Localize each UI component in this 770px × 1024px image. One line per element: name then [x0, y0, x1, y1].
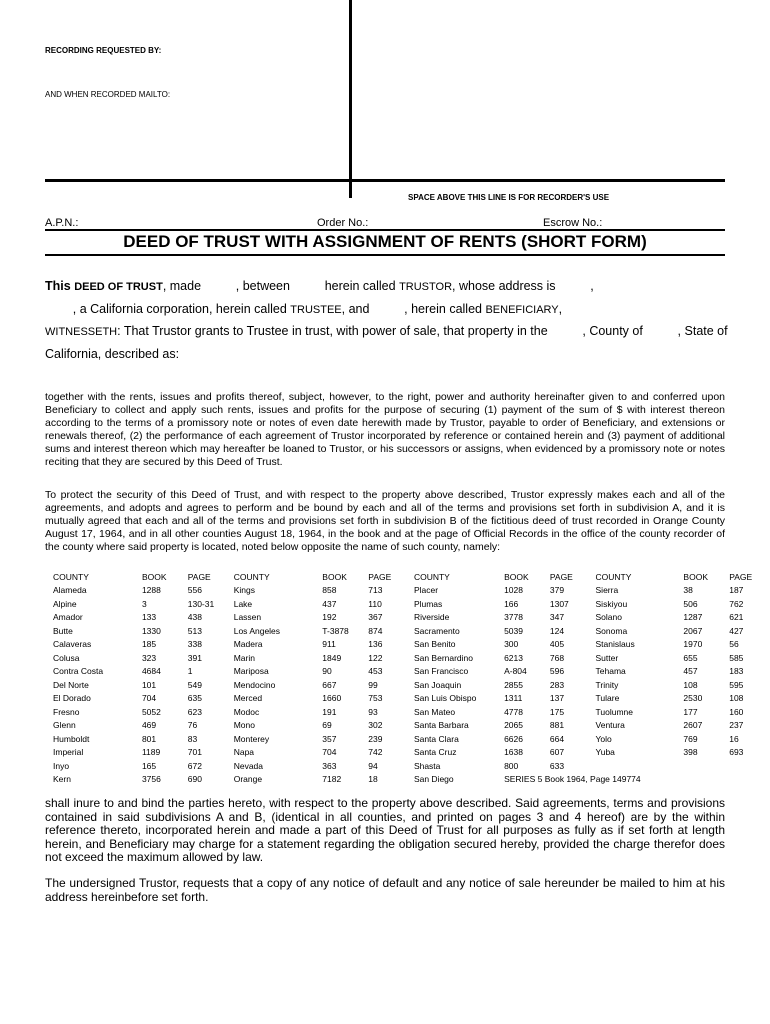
document-title: DEED OF TRUST WITH ASSIGNMENT OF RENTS (SHORT FORM) — [123, 232, 647, 251]
table-cell: 664 — [549, 733, 565, 744]
table-cell: Madera — [233, 639, 263, 650]
table-cell: 911 — [322, 639, 336, 650]
table-cell: 5052 — [141, 706, 161, 717]
table-cell: 1288 — [141, 585, 161, 596]
table-cell: 585 — [729, 652, 744, 663]
column-header: PAGE — [729, 571, 753, 582]
table-cell: Colusa — [53, 652, 80, 663]
rents-paragraph: together with the rents, issues and profits thereof, subject, however, to the right, power and authority hereinafter given to and conferred upon Beneficiary to collect and apply such rents, issues and profits for the purpose of securing (1) payment of the sum of $ with interest thereon according to the terms of a promissory note or notes of even date herewith made by Trustor, payable to order of Beneficiary, and extensions or renewals thereof, (2) the performance of each agreement of Trustor incorporated by reference or contained herein and (3) payment of additional sums and interest thereon which may hereafter be loaned to Trustor, or his successors or assigns, when evidenced by a promissory note or notes reciting that they are secured by this Deed of Trust. — [45, 391, 725, 469]
intro-line-3: WITNESSETH: That Trustor grants to Trustee in trust, with power of sale, that property in the , County of , State of — [45, 324, 728, 338]
table-cell: 367 — [368, 612, 383, 623]
table-cell: 621 — [729, 612, 744, 623]
table-cell: 5039 — [504, 625, 523, 636]
title-bottom-rule — [45, 254, 725, 256]
column-header: COUNTY — [53, 571, 89, 582]
table-cell: Amador — [53, 612, 83, 623]
table-row — [48, 584, 770, 598]
table-cell: Solano — [595, 612, 622, 623]
table-cell: 3 — [141, 598, 147, 609]
table-cell: 690 — [187, 774, 202, 785]
table-cell: Plumas — [413, 598, 443, 609]
column-header: PAGE — [368, 571, 392, 582]
table-cell: 1311 — [504, 693, 523, 704]
table-cell: 874 — [368, 625, 383, 636]
table-cell: 76 — [187, 720, 198, 731]
table-cell: Contra Costa — [53, 666, 104, 677]
table-cell: 239 — [368, 733, 383, 744]
table-row — [48, 638, 770, 652]
table-cell: 191 — [322, 706, 337, 717]
table-cell: 595 — [729, 679, 744, 690]
table-cell: SERIES 5 Book 1964, Page 149774 — [504, 774, 641, 785]
table-cell: Alpine — [53, 598, 77, 609]
table-cell: 323 — [141, 652, 157, 663]
table-cell: San Joaquin — [413, 679, 462, 690]
table-cell: T-3878 — [322, 625, 349, 636]
county-table-body — [48, 584, 770, 787]
table-cell: 704 — [141, 693, 157, 704]
table-cell: San Mateo — [413, 706, 456, 717]
table-cell: 1307 — [549, 598, 569, 609]
table-cell: 1287 — [683, 612, 703, 623]
table-cell: 623 — [187, 706, 202, 717]
protect-paragraph: To protect the security of this Deed of Trust, and with respect to the property above described, Trustor expressly makes each and all of the agreements, and adopts and agrees to perform and be bound by each and all of the terms and provisions set forth in subdivision A, and it is mutually agreed that each and all of the terms and provisions set forth in subdivision B of the fictitious deed of trust recorded in Orange County August 17, 1964, and in all other counties August 18, 1964, in the book and at the page of Official Records in the office of the county recorder of the county where said property is located, noted below opposite the name of such county, namely: — [45, 489, 725, 554]
table-cell: 90 — [322, 666, 332, 677]
table-cell: 633 — [549, 760, 565, 771]
table-cell: 108 — [683, 679, 698, 690]
table-cell: Calaveras — [53, 639, 92, 650]
recorder-divider-horizontal — [45, 179, 725, 182]
table-cell: 177 — [683, 706, 698, 717]
table-cell: 701 — [187, 747, 202, 758]
table-cell: 69 — [322, 720, 332, 731]
recording-requested-by-label: RECORDING REQUESTED BY: — [45, 46, 162, 55]
table-cell: 130-31 — [187, 598, 215, 609]
table-cell: 136 — [368, 639, 383, 650]
inure-paragraph: shall inure to and bind the parties hereto, with respect to the property above described. Said agreements, terms and provisions contained in said subdivisions A and B, (identical in all counties, and printed on pages 3 and 4 hereof) are by the within reference thereto, incorporated herein and made a part of this Deed of Trust for all purposes as fully as if set forth at length herein, and Beneficiary may charge for a statement regarding the obligation secured hereby, provided the charge therefor does not exceed the maximum allowed by law. — [45, 796, 725, 865]
table-cell: 302 — [368, 720, 383, 731]
table-cell: 7182 — [322, 774, 342, 785]
table-cell: Tuolumne — [595, 706, 633, 717]
table-cell: 881 — [549, 720, 565, 731]
table-cell: 101 — [141, 679, 157, 690]
table-cell: 769 — [683, 733, 698, 744]
table-cell: Sonoma — [595, 625, 628, 636]
table-cell — [678, 759, 724, 773]
recorded-mail-to-label: AND WHEN RECORDED MAILTO: — [45, 90, 171, 99]
table-cell: 93 — [368, 706, 378, 717]
table-cell: 357 — [322, 733, 337, 744]
table-row — [48, 651, 770, 665]
table-cell: Santa Cruz — [413, 747, 457, 758]
table-cell: Merced — [233, 693, 263, 704]
table-cell: 2067 — [683, 625, 703, 636]
table-cell: Los Angeles — [233, 625, 281, 636]
table-cell: 768 — [549, 652, 565, 663]
table-row — [48, 705, 770, 719]
table-cell: 83 — [187, 733, 198, 744]
column-header: PAGE — [549, 571, 573, 582]
table-row — [48, 597, 770, 611]
intro-line-2: , a California corporation, herein called TRUSTEE, and , herein called BENEFICIARY, — [45, 302, 563, 316]
table-row — [48, 611, 770, 625]
table-cell: Ventura — [595, 720, 625, 731]
table-row — [48, 624, 770, 638]
table-cell: Napa — [233, 747, 255, 758]
escrow-number-field: Escrow No.: — [543, 217, 603, 229]
notice-paragraph: The undersigned Trustor, requests that a copy of any notice of default and any notice of sale hereunder be mailed to him at his address hereinbefore set forth. — [45, 876, 725, 904]
title-top-rule — [45, 229, 725, 231]
table-cell: Riverside — [413, 612, 450, 623]
table-cell: Alameda — [53, 585, 87, 596]
table-cell: 469 — [141, 720, 157, 731]
table-cell: Mendocino — [233, 679, 276, 690]
table-cell: 185 — [141, 639, 157, 650]
column-header: PAGE — [187, 571, 211, 582]
table-cell — [591, 759, 679, 773]
table-cell: 122 — [368, 652, 383, 663]
table-cell: 391 — [187, 652, 202, 663]
table-cell: 453 — [368, 666, 383, 677]
table-cell: 347 — [549, 612, 565, 623]
table-cell: 2607 — [683, 720, 703, 731]
table-cell: 187 — [729, 585, 744, 596]
table-cell: Tulare — [595, 693, 620, 704]
table-cell: 655 — [683, 652, 698, 663]
county-records-table — [48, 570, 770, 786]
table-cell: 300 — [504, 639, 519, 650]
table-cell: 607 — [549, 747, 565, 758]
table-row — [48, 692, 770, 706]
table-cell: 427 — [729, 625, 744, 636]
table-cell: 165 — [141, 760, 157, 771]
table-cell: 667 — [322, 679, 337, 690]
table-row — [48, 719, 770, 733]
table-cell: 693 — [729, 747, 744, 758]
table-cell: 1660 — [322, 693, 342, 704]
table-cell: 1028 — [504, 585, 523, 596]
table-cell: Yolo — [595, 733, 612, 744]
table-cell: 405 — [549, 639, 565, 650]
apn-field: A.P.N.: — [45, 217, 79, 229]
table-cell: 2855 — [504, 679, 523, 690]
table-cell: Fresno — [53, 706, 80, 717]
column-header: BOOK — [683, 571, 708, 582]
table-cell: 3756 — [141, 774, 161, 785]
column-header: COUNTY — [595, 571, 632, 582]
table-row — [48, 678, 770, 692]
table-cell: Kings — [233, 585, 255, 596]
table-cell: Lassen — [233, 612, 262, 623]
recorder-divider-vertical — [349, 0, 352, 198]
table-cell: Nevada — [233, 760, 264, 771]
table-cell: Monterey — [233, 733, 270, 744]
table-cell: 283 — [549, 679, 565, 690]
table-cell: 1638 — [504, 747, 523, 758]
table-cell: Glenn — [53, 720, 76, 731]
table-row — [48, 665, 770, 679]
table-cell: Tehama — [595, 666, 626, 677]
table-cell: 133 — [141, 612, 157, 623]
table-cell: Marin — [233, 652, 255, 663]
table-cell: San Francisco — [413, 666, 469, 677]
table-cell: 166 — [504, 598, 519, 609]
table-cell: 1849 — [322, 652, 342, 663]
table-cell: 556 — [187, 585, 202, 596]
intro-line-1: This DEED OF TRUST, made , between herein called TRUSTOR, whose address is , — [45, 279, 594, 293]
table-cell: Santa Barbara — [413, 720, 469, 731]
table-cell — [724, 759, 770, 773]
table-cell: 1 — [187, 666, 193, 677]
table-cell: Orange — [233, 774, 263, 785]
table-cell: 1330 — [141, 625, 161, 636]
table-cell: 56 — [729, 639, 739, 650]
table-cell: 16 — [729, 733, 739, 744]
table-cell: Modoc — [233, 706, 260, 717]
table-cell: Lake — [233, 598, 253, 609]
table-row — [48, 773, 770, 787]
column-header: BOOK — [322, 571, 347, 582]
table-cell: 183 — [729, 666, 744, 677]
table-cell: 437 — [322, 598, 337, 609]
table-cell: 635 — [187, 693, 202, 704]
table-cell: Humboldt — [53, 733, 90, 744]
table-cell: 858 — [322, 585, 337, 596]
table-cell: San Luis Obispo — [413, 693, 477, 704]
table-cell: 4778 — [504, 706, 523, 717]
table-cell: 2065 — [504, 720, 523, 731]
table-row — [48, 759, 770, 773]
table-cell: 18 — [368, 774, 378, 785]
table-cell: 4684 — [141, 666, 161, 677]
table-cell: El Dorado — [53, 693, 91, 704]
table-cell: 94 — [368, 760, 378, 771]
table-cell: Shasta — [413, 760, 441, 771]
table-cell: Del Norte — [53, 679, 89, 690]
table-cell: 672 — [187, 760, 202, 771]
table-cell: 3778 — [504, 612, 523, 623]
column-header: BOOK — [141, 571, 167, 582]
table-cell: Placer — [413, 585, 439, 596]
table-cell: San Benito — [413, 639, 456, 650]
table-cell: San Diego — [413, 774, 454, 785]
table-cell: 6626 — [504, 733, 523, 744]
order-number-field: Order No.: — [317, 217, 369, 229]
table-cell: 1189 — [141, 747, 161, 758]
table-cell: 379 — [549, 585, 565, 596]
table-cell: 801 — [141, 733, 157, 744]
intro-line-4: California, described as: — [45, 347, 180, 361]
county-table-header-row — [48, 570, 770, 584]
table-cell: 438 — [187, 612, 202, 623]
column-header: COUNTY — [233, 571, 270, 582]
table-cell: 762 — [729, 598, 744, 609]
table-cell: Butte — [53, 625, 73, 636]
table-cell: Stanislaus — [595, 639, 635, 650]
table-cell: 398 — [683, 747, 698, 758]
table-cell: 175 — [549, 706, 565, 717]
table-cell: Sutter — [595, 652, 619, 663]
table-cell: 6213 — [504, 652, 523, 663]
table-cell: Imperial — [53, 747, 84, 758]
space-above-label: SPACE ABOVE THIS LINE IS FOR RECORDER'S USE — [408, 193, 610, 202]
table-cell: 800 — [504, 760, 519, 771]
table-cell: Yuba — [595, 747, 615, 758]
table-cell: 160 — [729, 706, 744, 717]
table-cell: Inyo — [53, 760, 70, 771]
column-header: COUNTY — [413, 571, 450, 582]
column-header: BOOK — [504, 571, 529, 582]
table-cell: 753 — [368, 693, 383, 704]
table-cell: 110 — [368, 598, 382, 609]
table-cell: 363 — [322, 760, 337, 771]
table-cell: 596 — [549, 666, 565, 677]
table-cell: Siskiyou — [595, 598, 628, 609]
table-cell: 192 — [322, 612, 337, 623]
table-cell: Trinity — [595, 679, 619, 690]
table-row — [48, 746, 770, 760]
table-cell: 99 — [368, 679, 378, 690]
table-cell: Sierra — [595, 585, 619, 596]
table-cell: 237 — [729, 720, 744, 731]
table-cell: 713 — [368, 585, 383, 596]
table-cell: 124 — [549, 625, 565, 636]
table-cell: 108 — [729, 693, 744, 704]
table-cell: Mono — [233, 720, 255, 731]
table-cell: 1970 — [683, 639, 703, 650]
table-cell: 2530 — [683, 693, 703, 704]
table-cell: 338 — [187, 639, 202, 650]
table-row — [48, 732, 770, 746]
table-cell: 742 — [368, 747, 383, 758]
table-cell: 38 — [683, 585, 693, 596]
table-cell: 513 — [187, 625, 202, 636]
table-cell: San Bernardino — [413, 652, 474, 663]
table-cell: 457 — [683, 666, 698, 677]
table-cell: Sacramento — [413, 625, 460, 636]
table-cell: 137 — [549, 693, 565, 704]
table-cell: Kern — [53, 774, 71, 785]
table-cell: 549 — [187, 679, 202, 690]
table-cell: 506 — [683, 598, 698, 609]
table-cell: A-804 — [504, 666, 527, 677]
table-cell: Santa Clara — [413, 733, 459, 744]
table-cell: Mariposa — [233, 666, 269, 677]
table-cell: 704 — [322, 747, 337, 758]
